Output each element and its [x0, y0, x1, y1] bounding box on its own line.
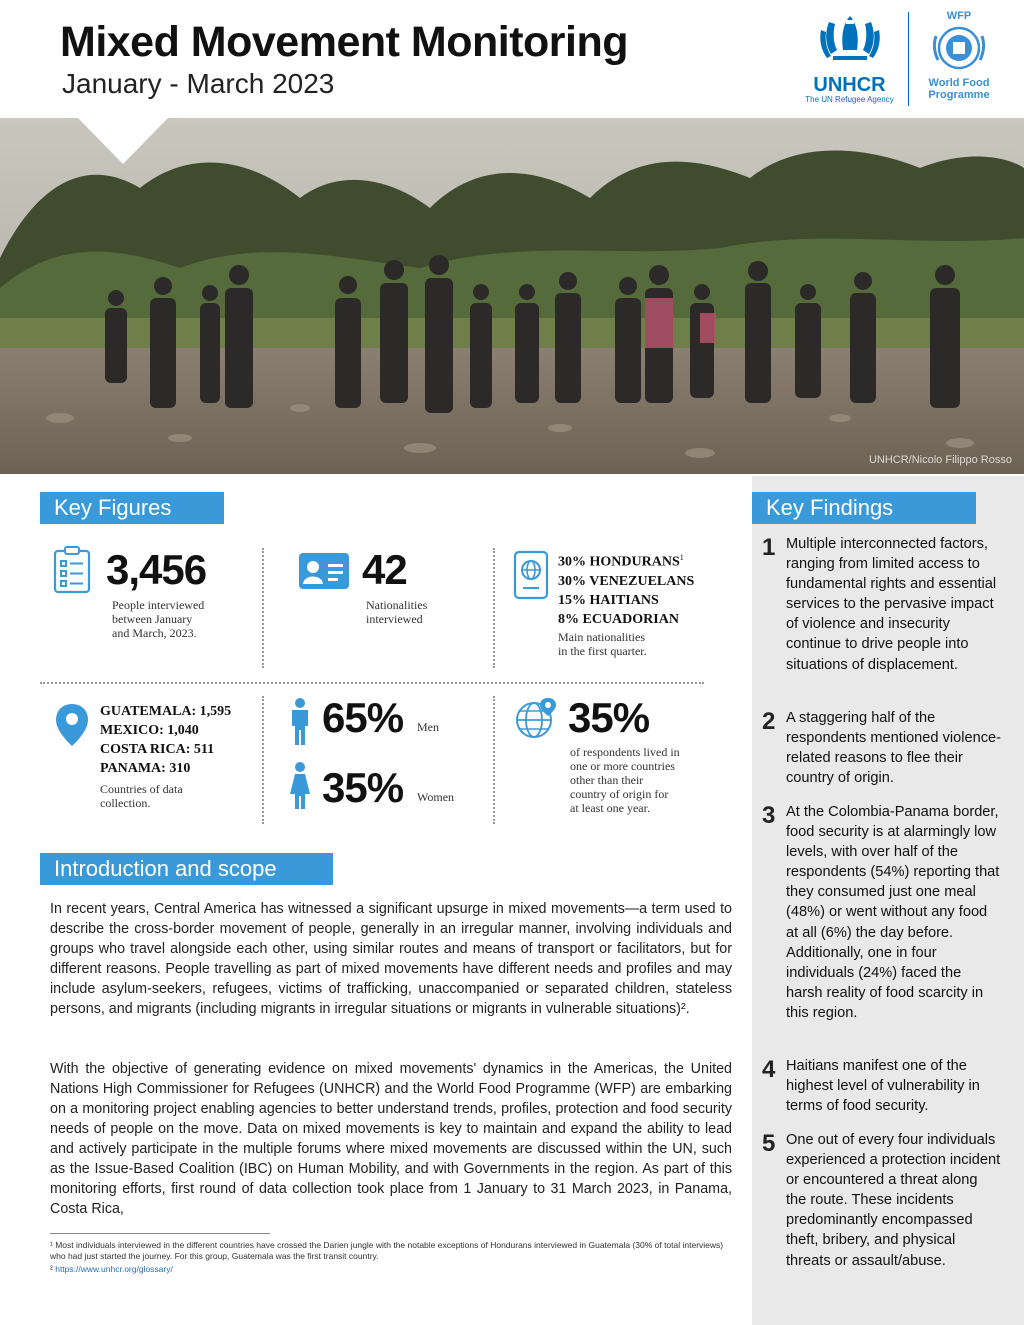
- nationalities-value: 42: [362, 546, 407, 593]
- nationality-line: [558, 548, 694, 572]
- key-figures-heading: Key Figures: [40, 492, 224, 524]
- country-line: COSTA RICA: 511: [100, 742, 215, 757]
- men-label: Men: [417, 720, 439, 734]
- wfp-logo: [916, 10, 1002, 110]
- lived-other-caption-line: country of origin for: [570, 787, 669, 801]
- finding-text: A staggering half of the respondents mentioned violence-related reasons to flee their country of origin.: [786, 710, 1001, 787]
- nationality-line: 8% ECUADORIAN: [558, 611, 679, 627]
- interviewed-caption-line: People interviewed: [112, 598, 205, 612]
- divider: [262, 548, 264, 668]
- country-line: PANAMA: 310: [100, 761, 191, 776]
- people-at-riverbank-image: [0, 118, 1024, 474]
- nationalities-caption: [366, 598, 427, 626]
- intro-paragraph-1: In recent years, Central America has witnessed a significant upsurge in mixed movements—a term used to describe the cross-border movement of people, generally in an irregular manner, involving individuals and groups who travel alongside each other, using similar routes and means of transport or facilitators, but for different reasons. People travelling as part of mixed movements have different needs and profiles and may include asylum-seekers, refugees, victims of trafficking, unaccompanied or separated children, stateless persons, and migrants (including migrants in irregular situations or migrants in vulnerable situations)².: [50, 901, 732, 1017]
- nationality-text: 30% HONDURANS: [558, 554, 680, 570]
- page-subtitle: January - March 2023: [62, 68, 335, 99]
- man-icon: [289, 698, 311, 751]
- photo-credit: UNHCR/Nicolo Filippo Rosso: [868, 454, 1012, 466]
- divider: [493, 696, 495, 824]
- unhcr-wordmark: UNHCR: [813, 74, 886, 96]
- men-figure: [322, 694, 403, 742]
- top-nationalities-caption-line: Main nationalities: [558, 630, 645, 644]
- page-header: [0, 0, 1024, 118]
- finding-text: Multiple interconnected factors, ranging from limited access to fundamental rights and essential services to the pervasive impact of violence and insecurity continue to drive people into situations of displacement.: [786, 536, 997, 673]
- glossary-link[interactable]: https://www.unhcr.org/glossary/: [55, 1264, 173, 1274]
- unhcr-tagline: The UN Refugee Agency: [805, 95, 894, 104]
- countries-caption: [100, 782, 183, 810]
- women-value: 35%: [322, 764, 404, 811]
- footnotes: [50, 1240, 730, 1275]
- lived-other-caption: [570, 745, 680, 815]
- men-value: 65%: [322, 694, 404, 741]
- nationalities-figure: [362, 546, 407, 594]
- finding-text: Haitians manifest one of the highest level of vulnerability in terms of food security.: [786, 1058, 980, 1115]
- country-line: GUATEMALA: 1,595: [100, 704, 232, 719]
- footnote-rule: [50, 1233, 270, 1234]
- footnote-ref: 1: [679, 553, 684, 562]
- divider: [262, 696, 264, 824]
- nationality-line: 15% HAITIANS: [558, 592, 659, 608]
- interviewed-caption-line: between January: [112, 612, 193, 626]
- nationalities-caption-line: Nationalities: [366, 598, 428, 612]
- key-findings-sidebar: [752, 476, 1024, 1325]
- interviewed-value: 3,456: [106, 546, 207, 593]
- nationality-line: 30% VENEZUELANS: [558, 573, 695, 589]
- wfp-name-line-1: World Food: [928, 77, 990, 89]
- lived-other-caption-line: of respondents lived in: [570, 745, 680, 759]
- partner-logos: [802, 10, 1002, 110]
- key-findings-heading: Key Findings: [752, 492, 976, 524]
- interviewed-figure: [106, 546, 206, 594]
- globe-pin-icon: [514, 696, 558, 745]
- lived-other-caption-line: other than their: [570, 773, 644, 787]
- wfp-name-line-2: Programme: [928, 89, 990, 101]
- divider: [493, 548, 495, 668]
- intro-paragraph-2: With the objective of generating evidence on mixed movements' dynamics in the Americas, the United Nations High Commissioner for Refugees (UNHCR) and the World Food Programme (WFP) are embarking on a monitoring project enabling agencies to better understand trends, profiles, protection and food security needs of people on the move. Data on mixed movements is key to maintain and expand the ability to lead and actively participate in the multiple forums where mixed movements are discussed within the UN, such as the Issue-Based Coalition (IBC) on Human Mobility, and with Governments in the region. As part of this monitoring efforts, first round of data collection took place from 1 January to 31 March 2023, in Panama, Costa Rica,: [50, 1061, 732, 1217]
- interviewed-caption-line: and March, 2023.: [112, 626, 197, 640]
- footnote-2-marker: ²: [50, 1264, 53, 1274]
- footnote-1: ¹ Most individuals interviewed in the different countries have crossed the Darien jungle with the notable exceptions of Hondurans interviewed in Guatemala (30% of total interviews) who had just started the journey. For this group, Guatemala was the first transit country.: [50, 1240, 724, 1261]
- finding-number: 3: [762, 802, 776, 829]
- top-nationalities-caption-line: in the first quarter.: [558, 644, 647, 658]
- women-figure: [322, 764, 403, 812]
- woman-icon: [289, 762, 311, 815]
- wfp-emblem-icon: [926, 22, 992, 72]
- countries-list: [100, 702, 231, 778]
- countries-caption-line: collection.: [100, 796, 151, 810]
- location-pin-icon: [54, 702, 90, 753]
- hero-photo: [0, 118, 1024, 474]
- id-card-icon: [298, 552, 350, 595]
- lived-other-caption-line: one or more countries: [570, 759, 675, 773]
- lived-other-caption-line: at least one year.: [570, 801, 650, 815]
- nationalities-caption-line: interviewed: [366, 612, 423, 626]
- finding-number: 5: [762, 1130, 776, 1157]
- interviewed-caption: [112, 598, 204, 640]
- passport-icon: [513, 550, 549, 605]
- logo-divider: [908, 12, 909, 106]
- intro-heading: Introduction and scope: [40, 853, 333, 885]
- row-divider: [40, 682, 704, 684]
- finding-text: At the Colombia-Panama border, food security is at alarmingly low levels, with over half of the respondents (54%) reporting that they consumed just one meal (48%) or went without any food at all (6%) the day before. Additionally, one in four individuals (24%) faced the harsh reality of food scarcity in this region.: [786, 804, 1000, 1021]
- page-title: Mixed Movement Monitoring: [60, 18, 628, 66]
- clipboard-icon: [52, 546, 92, 599]
- lived-other-figure: [568, 694, 649, 742]
- countries-caption-line: Countries of data: [100, 782, 183, 796]
- unhcr-emblem-icon: [815, 10, 885, 68]
- finding-number: 4: [762, 1056, 776, 1083]
- women-label: Women: [417, 790, 455, 804]
- finding-number: 1: [762, 534, 776, 561]
- top-nationalities-list: [558, 548, 694, 629]
- country-line: MEXICO: 1,040: [100, 723, 199, 738]
- wfp-acronym: WFP: [946, 10, 972, 22]
- finding-text: One out of every four individuals experienced a protection incident or encountered a threat along the route. These incidents predominantly encompassed theft, bribery, and physical threats or assault/abuse.: [786, 1132, 1001, 1269]
- lived-other-value: 35%: [568, 694, 650, 741]
- footnote-2: [50, 1264, 730, 1275]
- top-nationalities-caption: [558, 630, 647, 658]
- unhcr-logo: [802, 10, 897, 110]
- finding-number: 2: [762, 708, 776, 735]
